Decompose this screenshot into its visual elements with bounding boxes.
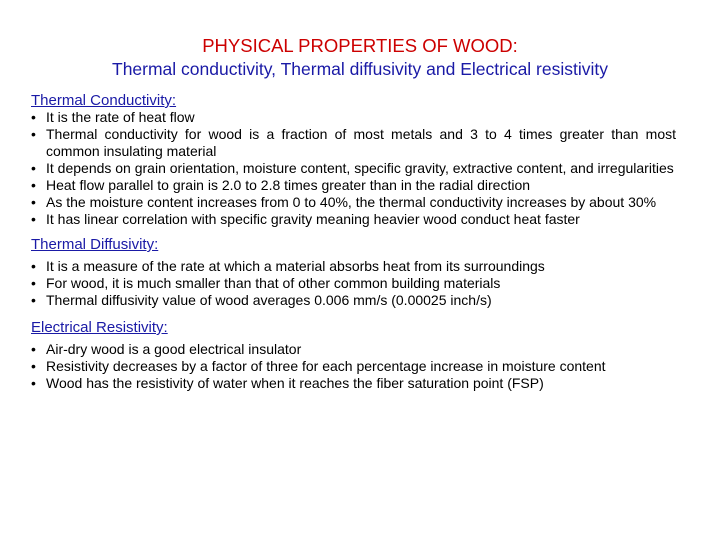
bullet-item: • Thermal conductivity for wood is a fraction of most metals and 3 to 4 times greater than most common insulating material (31, 126, 676, 160)
bullet-item: • As the moisture content increases from 0 to 40%, the thermal conductivity increases by about 30% (31, 194, 676, 211)
bullet-item: • Thermal diffusivity value of wood averages 0.006 mm/s (0.00025 inch/s) (31, 292, 676, 309)
section-heading: Electrical Resistivity: (31, 319, 168, 336)
bullet-item: • It has linear correlation with specific gravity meaning heavier wood conduct heat faster (31, 211, 676, 228)
bullet-list (31, 109, 676, 228)
slide-content (31, 92, 676, 392)
bullet-item: • Wood has the resistivity of water when it reaches the fiber saturation point (FSP) (31, 375, 676, 392)
bullet-item: • Heat flow parallel to grain is 2.0 to 2.8 times greater than in the radial direction (31, 177, 676, 194)
slide-subtitle: Thermal conductivity, Thermal diffusivity and Electrical resistivity (112, 59, 608, 79)
section-electrical-resistivity (31, 319, 676, 392)
slide-title: PHYSICAL PROPERTIES OF WOOD: (202, 35, 518, 56)
bullet-item: • It is the rate of heat flow (31, 109, 676, 126)
bullet-list (31, 341, 676, 392)
section-heading: Thermal Conductivity: (31, 92, 177, 109)
bullet-item: • It is a measure of the rate at which a material absorbs heat from its surroundings (31, 258, 676, 275)
bullet-item: • It depends on grain orientation, moisture content, specific gravity, extractive content, and irregularities (31, 160, 676, 177)
section-thermal-conductivity (31, 92, 676, 228)
bullet-item: • For wood, it is much smaller than that of other common building materials (31, 275, 676, 292)
section-thermal-diffusivity (31, 236, 676, 309)
bullet-item: • Air-dry wood is a good electrical insulator (31, 341, 676, 358)
bullet-item: • Resistivity decreases by a factor of three for each percentage increase in moisture content (31, 358, 676, 375)
section-heading: Thermal Diffusivity: (31, 236, 159, 253)
bullet-list (31, 258, 676, 309)
